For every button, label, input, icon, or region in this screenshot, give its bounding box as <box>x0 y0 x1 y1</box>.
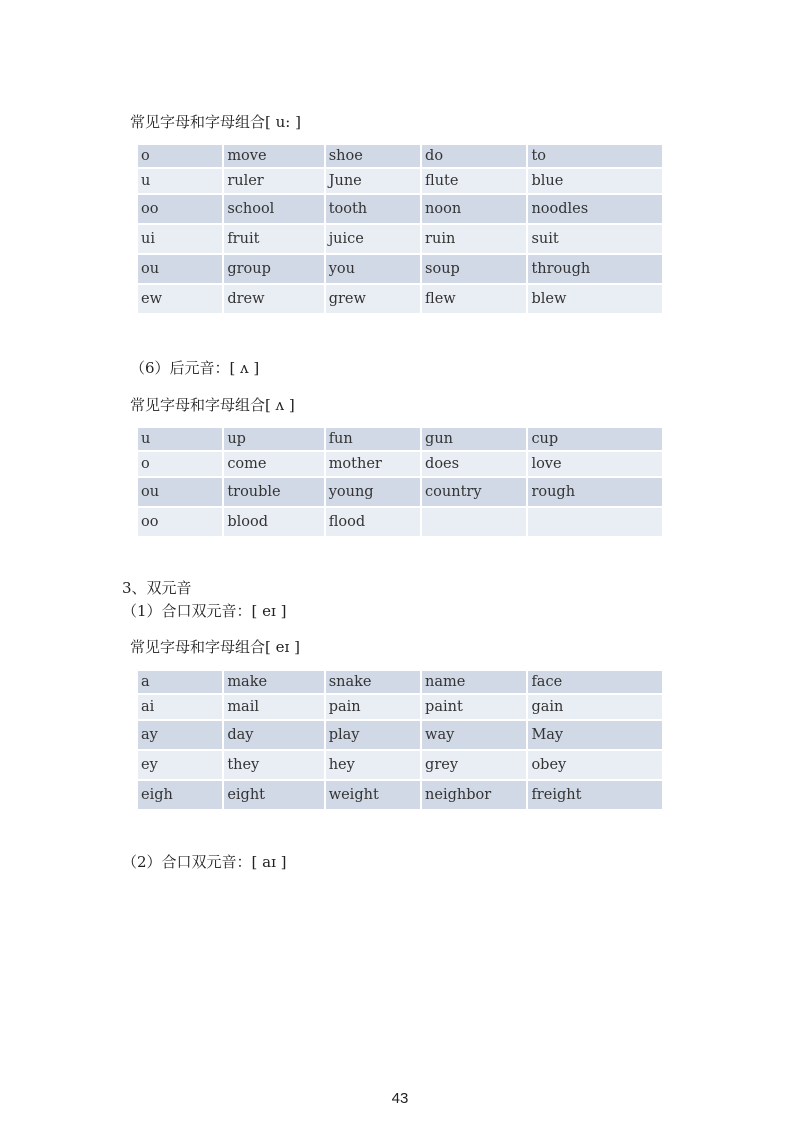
example-word-cell: obey <box>528 751 662 779</box>
example-word-cell: flew <box>422 285 526 313</box>
example-word-cell: young <box>326 478 420 506</box>
example-word-cell: school <box>224 195 323 223</box>
table-row <box>138 721 662 749</box>
table-row <box>138 285 662 313</box>
example-word-cell: eight <box>224 781 323 809</box>
example-word-cell: paint <box>422 695 526 719</box>
example-word-cell: fruit <box>224 225 323 253</box>
section-heading-3-2: （2）合口双元音：[ aɪ ] <box>122 853 287 871</box>
example-word-cell: June <box>326 169 420 193</box>
example-word-cell: ruin <box>422 225 526 253</box>
example-word-cell: blew <box>528 285 662 313</box>
letter-combo-cell: ou <box>138 478 222 506</box>
example-word-cell: you <box>326 255 420 283</box>
example-word-cell: grey <box>422 751 526 779</box>
letter-combo-cell: ai <box>138 695 222 719</box>
example-word-cell: come <box>224 452 323 476</box>
example-word-cell: hey <box>326 751 420 779</box>
example-word-cell: mother <box>326 452 420 476</box>
phonics-table-uu <box>136 143 664 315</box>
example-word-cell: day <box>224 721 323 749</box>
example-word-cell: cup <box>528 428 662 450</box>
table-caption-ei: 常见字母和字母组合[ eɪ ] <box>130 638 300 656</box>
example-word-cell: up <box>224 428 323 450</box>
section-heading-6: （6）后元音：[ ʌ ] <box>130 359 260 377</box>
example-word-cell: snake <box>326 671 420 693</box>
letter-combo-cell: o <box>138 145 222 167</box>
example-word-cell: group <box>224 255 323 283</box>
example-word-cell: love <box>528 452 662 476</box>
example-word-cell: noodles <box>528 195 662 223</box>
example-word-cell: blue <box>528 169 662 193</box>
example-word-cell: tooth <box>326 195 420 223</box>
page-number: 43 <box>391 1090 409 1107</box>
example-word-cell: freight <box>528 781 662 809</box>
letter-combo-cell: u <box>138 428 222 450</box>
letter-combo-cell: a <box>138 671 222 693</box>
table-row <box>138 671 662 693</box>
example-word-cell: neighbor <box>422 781 526 809</box>
phonics-table-ei <box>136 669 664 811</box>
phonics-table-v <box>136 426 664 538</box>
example-word-cell: noon <box>422 195 526 223</box>
example-word-cell <box>528 508 662 536</box>
example-word-cell: rough <box>528 478 662 506</box>
example-word-cell: country <box>422 478 526 506</box>
table-row <box>138 169 662 193</box>
letter-combo-cell: ay <box>138 721 222 749</box>
letter-combo-cell: oo <box>138 195 222 223</box>
letter-combo-cell: ey <box>138 751 222 779</box>
example-word-cell: play <box>326 721 420 749</box>
letter-combo-cell: ew <box>138 285 222 313</box>
example-word-cell: gain <box>528 695 662 719</box>
example-word-cell: to <box>528 145 662 167</box>
example-word-cell: drew <box>224 285 323 313</box>
table-caption-uu: 常见字母和字母组合[ u: ] <box>130 113 301 131</box>
section-heading-3-1: （1）合口双元音：[ eɪ ] <box>122 602 287 620</box>
table-row <box>138 145 662 167</box>
table-row <box>138 452 662 476</box>
table-caption-v: 常见字母和字母组合[ ʌ ] <box>130 396 295 414</box>
example-word-cell: shoe <box>326 145 420 167</box>
letter-combo-cell: eigh <box>138 781 222 809</box>
example-word-cell: May <box>528 721 662 749</box>
example-word-cell: flute <box>422 169 526 193</box>
letter-combo-cell: u <box>138 169 222 193</box>
example-word-cell <box>422 508 526 536</box>
table-row <box>138 255 662 283</box>
example-word-cell: flood <box>326 508 420 536</box>
letter-combo-cell: o <box>138 452 222 476</box>
table-row <box>138 781 662 809</box>
example-word-cell: move <box>224 145 323 167</box>
table-row <box>138 195 662 223</box>
example-word-cell: they <box>224 751 323 779</box>
example-word-cell: gun <box>422 428 526 450</box>
example-word-cell: way <box>422 721 526 749</box>
example-word-cell: through <box>528 255 662 283</box>
table-row <box>138 695 662 719</box>
table-row <box>138 428 662 450</box>
table-row <box>138 508 662 536</box>
example-word-cell: pain <box>326 695 420 719</box>
section-heading-3: 3、双元音 <box>122 579 192 597</box>
table-row <box>138 478 662 506</box>
example-word-cell: suit <box>528 225 662 253</box>
table-row <box>138 225 662 253</box>
example-word-cell: do <box>422 145 526 167</box>
example-word-cell: juice <box>326 225 420 253</box>
example-word-cell: blood <box>224 508 323 536</box>
example-word-cell: trouble <box>224 478 323 506</box>
example-word-cell: make <box>224 671 323 693</box>
table-row <box>138 751 662 779</box>
letter-combo-cell: ui <box>138 225 222 253</box>
example-word-cell: grew <box>326 285 420 313</box>
example-word-cell: soup <box>422 255 526 283</box>
letter-combo-cell: oo <box>138 508 222 536</box>
example-word-cell: does <box>422 452 526 476</box>
example-word-cell: fun <box>326 428 420 450</box>
example-word-cell: ruler <box>224 169 323 193</box>
example-word-cell: name <box>422 671 526 693</box>
example-word-cell: weight <box>326 781 420 809</box>
example-word-cell: mail <box>224 695 323 719</box>
example-word-cell: face <box>528 671 662 693</box>
letter-combo-cell: ou <box>138 255 222 283</box>
